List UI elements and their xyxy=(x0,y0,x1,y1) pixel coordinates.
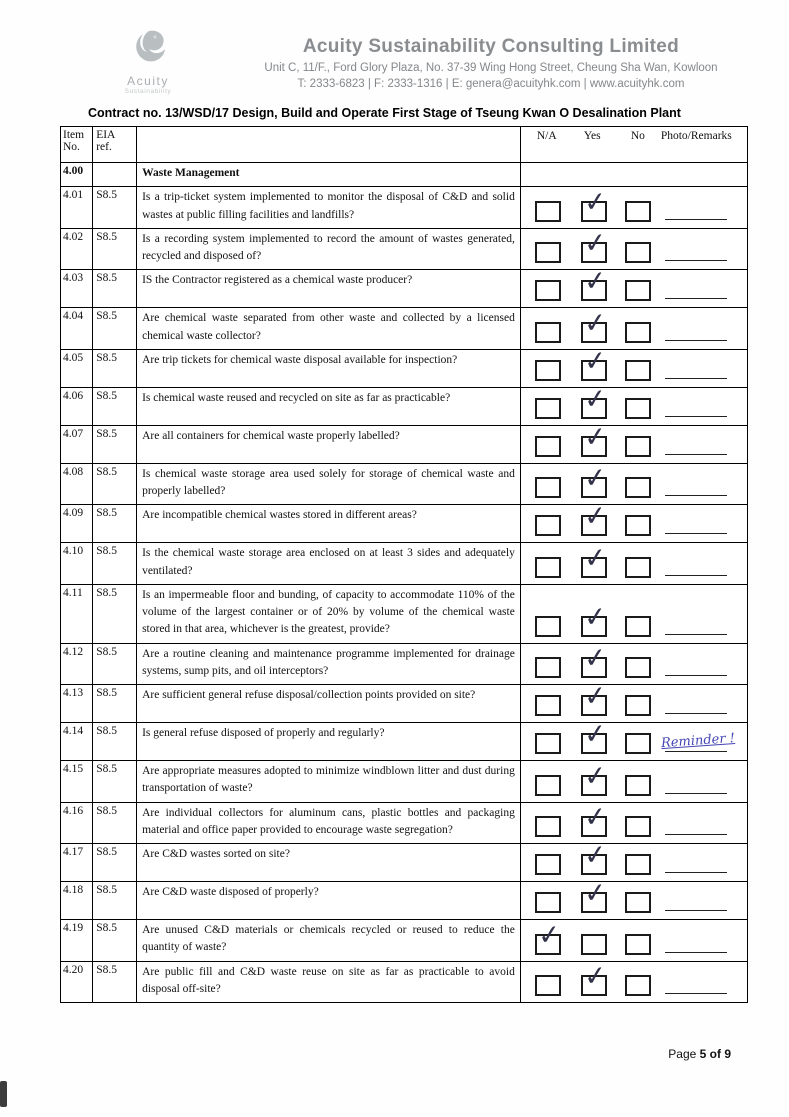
row-item-no: 4.18 xyxy=(61,882,93,919)
page-label: Page xyxy=(668,1047,697,1061)
remark-line xyxy=(665,533,727,534)
checkbox-yes[interactable] xyxy=(581,959,609,996)
row-eia-ref: S8.5 xyxy=(93,723,137,760)
remark-line xyxy=(665,872,727,873)
table-header-row xyxy=(61,127,747,162)
row-answer-area xyxy=(521,420,747,463)
row-item-no: 4.17 xyxy=(61,844,93,881)
check-icon: ✓ xyxy=(582,344,609,378)
check-icon: ✓ xyxy=(582,800,609,835)
checkbox-yes[interactable] xyxy=(581,462,609,498)
check-icon: ✓ xyxy=(536,918,563,952)
checkbox-na[interactable] xyxy=(535,477,561,498)
row-item-no: 4.04 xyxy=(61,308,93,349)
row-eia-ref: S8.5 xyxy=(93,464,137,505)
table-row xyxy=(61,463,747,505)
row-item-no: 4.07 xyxy=(61,426,93,463)
remark-line xyxy=(665,495,727,496)
row-question: Is chemical waste storage area used solely for storage of chemical waste and properly labelled? xyxy=(137,464,521,505)
section-row xyxy=(61,162,747,186)
company-name: Acuity Sustainability Consulting Limited xyxy=(302,36,680,57)
row-item-no: 4.03 xyxy=(61,270,93,307)
row-eia-ref: S8.5 xyxy=(93,505,137,542)
checkbox-no[interactable] xyxy=(625,616,651,637)
row-eia-ref: S8.5 xyxy=(93,585,137,643)
row-item-no: 4.10 xyxy=(61,543,93,584)
row-answer-area xyxy=(521,876,747,919)
remark-line xyxy=(665,416,727,417)
section-eia-ref xyxy=(93,163,137,186)
section-item-no: 4.00 xyxy=(61,163,93,186)
table-row xyxy=(61,420,747,463)
row-answer-area xyxy=(521,585,747,643)
checkbox-na[interactable] xyxy=(535,918,563,955)
header-na: N/A xyxy=(536,130,557,142)
row-question: Are trip tickets for chemical waste disposal available for inspection? xyxy=(137,350,521,387)
check-icon: ✓ xyxy=(582,382,609,416)
remark-line xyxy=(665,993,727,994)
row-question: Is an impermeable floor and bunding, of capacity to accommodate 110% of the volume of the largest container or of 20% by volume of the chemical waste stored in that area, whichever is the greatest, provide? xyxy=(137,585,521,643)
check-icon: ✓ xyxy=(582,227,609,261)
row-question: Are a routine cleaning and maintenance programme implemented for drainage systems, sump pits, and oil interceptors? xyxy=(137,644,521,685)
row-question: Are appropriate measures adopted to minimize windblown litter and dust during transportation of waste? xyxy=(137,761,521,802)
checkbox-no[interactable] xyxy=(625,892,651,913)
check-icon: ✓ xyxy=(582,265,609,299)
remark-line xyxy=(665,634,727,635)
row-item-no: 4.15 xyxy=(61,761,93,802)
row-item-no: 4.05 xyxy=(61,350,93,387)
remark-line xyxy=(665,378,727,379)
check-icon: ✓ xyxy=(582,306,609,340)
checkbox-yes[interactable] xyxy=(581,717,609,754)
checkbox-na[interactable] xyxy=(535,515,561,536)
row-question: Are individual collectors for aluminum cans, plastic bottles and packaging material and office paper provided to encourage waste segregation? xyxy=(137,803,521,844)
row-answer-area xyxy=(521,265,747,307)
checkbox-no[interactable] xyxy=(625,934,651,955)
header-question-column xyxy=(137,127,521,162)
remark-line xyxy=(665,910,727,911)
table-row xyxy=(61,961,747,1003)
table-row xyxy=(61,382,747,425)
checkbox-na[interactable] xyxy=(535,975,561,996)
row-eia-ref: S8.5 xyxy=(93,761,137,802)
check-icon: ✓ xyxy=(582,500,609,534)
checkbox-na[interactable] xyxy=(535,280,561,301)
row-item-no: 4.19 xyxy=(61,920,93,961)
row-eia-ref: S8.5 xyxy=(93,270,137,307)
checkbox-no[interactable] xyxy=(625,201,651,222)
check-icon: ✓ xyxy=(582,679,609,714)
row-answer-area xyxy=(521,717,747,760)
row-question: Are C&D waste disposed of properly? xyxy=(137,882,521,919)
row-answer-area xyxy=(521,543,747,584)
row-item-no: 4.06 xyxy=(61,388,93,425)
row-answer-area xyxy=(521,308,747,349)
row-question: Is a recording system implemented to record the amount of wastes generated, recycled and disposed of? xyxy=(137,229,521,270)
row-answer-area xyxy=(521,920,747,961)
row-item-no: 4.02 xyxy=(61,229,93,270)
checkbox-yes[interactable] xyxy=(581,800,609,837)
table-row xyxy=(61,500,747,542)
table-row xyxy=(61,307,747,349)
checkbox-yes[interactable] xyxy=(581,541,609,578)
table-row xyxy=(61,876,747,919)
check-icon: ✓ xyxy=(582,420,609,454)
checkbox-no[interactable] xyxy=(625,975,651,996)
row-answer-area xyxy=(521,500,747,542)
checkbox-no[interactable] xyxy=(625,242,651,263)
row-eia-ref: S8.5 xyxy=(93,882,137,919)
table-row xyxy=(61,717,747,760)
row-eia-ref: S8.5 xyxy=(93,187,137,228)
checkbox-yes[interactable] xyxy=(581,641,609,678)
remark-line xyxy=(665,675,727,676)
checkbox-na[interactable] xyxy=(535,854,561,875)
row-question: Are incompatible chemical wastes stored in different areas? xyxy=(137,505,521,542)
row-item-no: 4.12 xyxy=(61,644,93,685)
row-eia-ref: S8.5 xyxy=(93,685,137,722)
row-eia-ref: S8.5 xyxy=(93,350,137,387)
remark-line xyxy=(665,575,727,576)
check-icon: ✓ xyxy=(582,541,609,575)
checkbox-no[interactable] xyxy=(625,360,651,381)
header-item-line1: Item xyxy=(63,129,85,141)
checkbox-no[interactable] xyxy=(625,733,651,754)
checkbox-na[interactable] xyxy=(535,242,561,263)
row-answer-area xyxy=(521,382,747,425)
remark-line xyxy=(665,340,727,341)
row-answer-area xyxy=(521,229,747,270)
contract-title: Contract no. 13/WSD/17 Design, Build and Operate First Stage of Tseung Kwan O Desalination Plant xyxy=(88,106,681,120)
row-question: Is a trip-ticket system implemented to monitor the disposal of C&D and solid wastes at public filling facilities and landfills? xyxy=(137,187,521,228)
check-icon: ✓ xyxy=(582,717,609,752)
row-question: Is the chemical waste storage area enclosed on at least 3 sides and adequately ventilated? xyxy=(137,543,521,584)
row-answer-area xyxy=(521,187,747,228)
checkbox-no[interactable] xyxy=(625,695,651,716)
checkbox-yes[interactable] xyxy=(581,759,609,796)
header-item-no xyxy=(61,127,93,162)
header-no: No xyxy=(630,130,645,142)
row-item-no: 4.16 xyxy=(61,803,93,844)
checkbox-na[interactable] xyxy=(535,657,561,678)
checkbox-yes[interactable] xyxy=(581,838,609,875)
logo-swirl-icon xyxy=(125,28,171,68)
company-address: Unit C, 11/F., Ford Glory Plaza, No. 37-39 Wing Hong Street, Cheung Sha Wan, Kowloon xyxy=(264,62,718,74)
row-answer-area xyxy=(521,641,747,685)
checkbox-yes[interactable] xyxy=(581,679,609,716)
table-row xyxy=(61,186,747,228)
table-row xyxy=(61,679,747,722)
check-icon: ✓ xyxy=(582,185,609,219)
scan-artifact xyxy=(0,1081,7,1107)
checkbox-no[interactable] xyxy=(625,436,651,457)
row-eia-ref: S8.5 xyxy=(93,844,137,881)
remark-line xyxy=(665,834,727,835)
checkbox-yes[interactable] xyxy=(581,227,609,263)
checkbox-na[interactable] xyxy=(535,360,561,381)
checkbox-yes[interactable] xyxy=(581,185,609,222)
row-answer-area xyxy=(521,344,747,387)
checkbox-yes[interactable] xyxy=(581,600,609,637)
row-item-no: 4.13 xyxy=(61,685,93,722)
row-question: Are public fill and C&D waste reuse on site as far as practicable to avoid disposal off-site? xyxy=(137,962,521,1003)
remark-line xyxy=(665,952,727,953)
row-item-no: 4.20 xyxy=(61,962,93,1003)
row-item-no: 4.01 xyxy=(61,187,93,228)
table-row xyxy=(61,643,747,685)
checkbox-yes[interactable] xyxy=(581,876,609,913)
checkbox-no[interactable] xyxy=(625,854,651,875)
checkbox-yes[interactable] xyxy=(581,500,609,536)
check-icon: ✓ xyxy=(582,838,609,873)
checkbox-na[interactable] xyxy=(535,775,561,796)
row-answer-area xyxy=(521,464,747,505)
checkbox-yes[interactable] xyxy=(581,934,607,955)
checkbox-na[interactable] xyxy=(535,695,561,716)
checkbox-yes[interactable] xyxy=(581,420,609,457)
row-item-no: 4.08 xyxy=(61,464,93,505)
remark-line xyxy=(665,454,727,455)
remark-line xyxy=(665,298,727,299)
row-eia-ref: S8.5 xyxy=(93,308,137,349)
checkbox-yes[interactable] xyxy=(581,265,609,301)
checkbox-yes[interactable] xyxy=(581,306,609,343)
row-item-no: 4.11 xyxy=(61,585,93,643)
row-eia-ref: S8.5 xyxy=(93,803,137,844)
table-row xyxy=(61,919,747,961)
checkbox-yes[interactable] xyxy=(581,382,609,419)
table-row xyxy=(61,760,747,802)
table-row xyxy=(61,542,747,584)
row-eia-ref: S8.5 xyxy=(93,388,137,425)
page-number xyxy=(668,1047,731,1061)
checkbox-na[interactable] xyxy=(535,322,561,343)
checkbox-na[interactable] xyxy=(535,816,561,837)
row-question: Are C&D wastes sorted on site? xyxy=(137,844,521,881)
row-answer-area xyxy=(521,838,747,881)
checkbox-na[interactable] xyxy=(535,557,561,578)
row-answer-area xyxy=(521,761,747,802)
checkbox-no[interactable] xyxy=(625,398,651,419)
company-contact: T: 2333-6823 | F: 2333-1316 | E: genera@acuityhk.com | www.acuityhk.com xyxy=(297,78,685,90)
remark-line xyxy=(665,793,727,794)
row-question: Are all containers for chemical waste properly labelled? xyxy=(137,426,521,463)
row-question: Are chemical waste separated from other waste and collected by a licensed chemical waste collector? xyxy=(137,308,521,349)
row-item-no: 4.09 xyxy=(61,505,93,542)
check-icon: ✓ xyxy=(582,600,609,634)
row-eia-ref: S8.5 xyxy=(93,229,137,270)
row-eia-ref: S8.5 xyxy=(93,426,137,463)
checkbox-na[interactable] xyxy=(535,436,561,457)
row-eia-ref: S8.5 xyxy=(93,962,137,1003)
company-logo xyxy=(100,28,196,95)
logo-subtitle-text: Sustainability xyxy=(124,88,172,95)
remark-line xyxy=(665,751,727,752)
header-eia-ref: EIA ref. xyxy=(93,127,137,162)
logo-name-text: Acuity xyxy=(127,74,169,88)
row-question: Are unused C&D materials or chemicals recycled or reused to reduce the quantity of waste? xyxy=(137,920,521,961)
table-row xyxy=(61,344,747,387)
letterhead xyxy=(246,36,736,90)
checkbox-no[interactable] xyxy=(625,322,651,343)
checkbox-no[interactable] xyxy=(625,816,651,837)
header-item-line2: No. xyxy=(63,141,80,153)
row-answer-area xyxy=(521,679,747,722)
checkbox-na[interactable] xyxy=(535,616,561,637)
row-question: Are sufficient general refuse disposal/collection points provided on site? xyxy=(137,685,521,722)
table-row xyxy=(61,228,747,270)
remark-line xyxy=(665,713,727,714)
checklist-table xyxy=(60,126,748,1003)
header-yes: Yes xyxy=(583,130,601,142)
checkbox-na[interactable] xyxy=(535,201,561,222)
check-icon: ✓ xyxy=(582,959,609,994)
row-eia-ref: S8.5 xyxy=(93,644,137,685)
row-eia-ref: S8.5 xyxy=(93,543,137,584)
table-row xyxy=(61,838,747,881)
page-value: 5 of 9 xyxy=(699,1047,731,1061)
checkbox-no[interactable] xyxy=(625,657,651,678)
checkbox-na[interactable] xyxy=(535,892,561,913)
checkbox-no[interactable] xyxy=(625,477,651,498)
remark-line xyxy=(665,219,727,220)
checkbox-no[interactable] xyxy=(625,775,651,796)
checkbox-na[interactable] xyxy=(535,398,561,419)
checkbox-no[interactable] xyxy=(625,280,651,301)
check-icon: ✓ xyxy=(582,759,609,793)
header-answer-columns xyxy=(521,127,747,162)
section-answer-area xyxy=(521,163,747,186)
checkbox-no[interactable] xyxy=(625,515,651,536)
table-row xyxy=(61,802,747,844)
header-photo-remarks: Photo/Remarks xyxy=(660,130,732,142)
check-icon: ✓ xyxy=(582,462,609,496)
checkbox-na[interactable] xyxy=(535,733,561,754)
table-row xyxy=(61,265,747,307)
table-row xyxy=(61,584,747,643)
row-question: Is general refuse disposed of properly and regularly? xyxy=(137,723,521,760)
checkbox-no[interactable] xyxy=(625,557,651,578)
section-title: Waste Management xyxy=(137,163,521,186)
row-item-no: 4.14 xyxy=(61,723,93,760)
remark-text: Reminder ! xyxy=(660,730,736,752)
row-eia-ref: S8.5 xyxy=(93,920,137,961)
check-icon: ✓ xyxy=(582,641,609,676)
row-answer-area xyxy=(521,800,747,844)
row-answer-area xyxy=(521,959,747,1003)
checkbox-yes[interactable] xyxy=(581,344,609,381)
row-question: IS the Contractor registered as a chemical waste producer? xyxy=(137,270,521,307)
check-icon: ✓ xyxy=(582,876,609,911)
remark-line xyxy=(665,260,727,261)
row-question: Is chemical waste reused and recycled on site as far as practicable? xyxy=(137,388,521,425)
